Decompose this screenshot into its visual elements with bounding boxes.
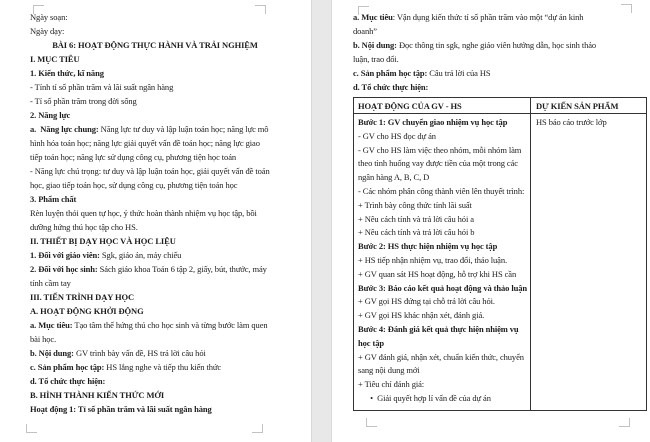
text-line: sang nội dung mới (358, 365, 420, 376)
text-line: + Nêu cách tính và trả lời câu hỏi b (358, 227, 475, 238)
text-line: HS báo cáo trước lớp (536, 117, 607, 127)
activity-intro-lines (353, 10, 630, 94)
text-line: bài học. (30, 334, 57, 344)
text-line: 3. Phẩm chất (30, 194, 77, 204)
date-lines (30, 10, 280, 38)
text-line: Ngày soạn: (30, 12, 68, 22)
text-line: 1. Kiến thức, kĩ năng (30, 68, 104, 78)
text-line: - Tính tỉ số phần trăm và lãi suất ngân hàng (30, 82, 174, 92)
activity-table (353, 97, 647, 411)
text-line: - Tỉ số phần trăm trong đời sống (30, 96, 137, 106)
document-page-left[interactable] (0, 0, 312, 442)
text-line: Bước 3: Báo cáo kết quả hoạt động và thảo luận (358, 282, 527, 293)
text-line: dưỡng hứng thú học tập cho HS. (30, 222, 138, 232)
activity-table-body-row (354, 114, 646, 410)
text-line: c. Sản phẩm học tập: Câu trả lời của HS (353, 68, 491, 78)
margin-corner-mark (366, 418, 377, 427)
text-line: tiếp toán học; năng lực sử dụng công cụ, phương tiện học toán (30, 152, 237, 162)
text-line: Bước 1: GV chuyển giao nhiệm vụ học tập (358, 117, 508, 127)
text-line: hình hóa toán học; năng lực giải quyết vấn đề toán học; năng lực giao (30, 138, 260, 148)
text-line: a. Mục tiêu: Tạo tâm thế hứng thú cho học sinh và từng bước làm quen (30, 320, 268, 330)
text-line: doanh” (353, 26, 377, 36)
text-line: theo tình huống vay được tiền của một trong các (358, 158, 518, 169)
text-line: - Các nhóm phân công thành viên lên thuyết trình: (358, 185, 525, 196)
text-line: - Năng lực chú trọng: tư duy và lập luận toán học, giải quyết vấn đề toán (30, 166, 270, 176)
text-line: • Giải quyết hợp lí vấn đề của dự án (358, 392, 491, 403)
text-line: + Nêu cách tính và trả lời câu hỏi a (358, 213, 474, 224)
text-line: học tập (358, 337, 384, 348)
text-line: + GV gọi HS khác nhận xét, đánh giá. (358, 310, 485, 321)
text-line: Bước 4: Đánh giá kết quả thực hiện nhiệm vụ (358, 323, 519, 334)
table-cell-activities (354, 114, 531, 410)
lesson-title (30, 38, 280, 52)
text-line: + HS tiếp nhận nhiệm vụ, trao đổi, thảo luận. (358, 254, 508, 265)
margin-corner-mark (26, 424, 37, 433)
activity-table-header-row (354, 98, 646, 114)
text-line: Bước 2: HS thực hiện nhiệm vụ học tập (358, 241, 498, 252)
text-line: B. HÌNH THÀNH KIẾN THỨC MỚI (30, 390, 165, 400)
text-line: - GV cho HS đọc dự án (358, 130, 436, 141)
right-page-text (353, 10, 630, 94)
text-line: + Tiêu chí đánh giá: (358, 379, 425, 390)
text-line: 1. Đối với giáo viên: Sgk, giáo án, máy chiếu (30, 250, 182, 260)
text-line: ngân hàng A, B, C, D (358, 172, 430, 183)
text-line: luận, trao đổi. (353, 54, 399, 64)
text-line: + GV gọi HS đứng tại chỗ trả lời câu hỏi. (358, 296, 495, 307)
document-page-right[interactable] (331, 0, 650, 442)
text-line: BÀI 6: HOẠT ĐỘNG THỰC HÀNH VÀ TRẢI NGHIỆM (52, 40, 258, 50)
text-line: b. Nội dung: GV trình bày vấn đề, HS trả lời câu hỏi (30, 348, 206, 358)
table-header-expected-product: DỰ KIẾN SẢN PHẨM (536, 101, 619, 111)
text-line: c. Sản phẩm học tập: HS lắng nghe và tiếp thu kiến thức (30, 362, 222, 372)
text-line: + GV quan sát HS hoạt động, hỗ trợ khi HS cần (358, 268, 517, 279)
text-line: A. HOẠT ĐỘNG KHỞI ĐỘNG (30, 306, 144, 316)
text-line: + GV đánh giá, nhận xét, chuẩn kiến thức, chuyển (358, 351, 524, 362)
text-line: I. MỤC TIÊU (30, 54, 80, 64)
text-line: 2. Năng lực (30, 110, 71, 120)
text-line: d. Tổ chức thực hiện: (353, 82, 429, 92)
text-line: III. TIẾN TRÌNH DẠY HỌC (30, 292, 135, 302)
table-cell-expected-product (531, 114, 646, 410)
text-line: 2. Đối với học sinh: Sách giáo khoa Toán 6 tập 2, giấy, bút, thước, máy (30, 264, 267, 274)
lesson-body-lines (30, 52, 280, 416)
left-page-text (30, 10, 280, 416)
text-line: Ngày dạy: (30, 26, 65, 36)
text-line: - GV cho HS làm việc theo nhóm, mỗi nhóm làm (358, 144, 522, 155)
text-line: + Trình bày công thức tính lãi suất (358, 199, 472, 210)
text-line: a. Năng lực chung: Năng lực tư duy và lập luận toán học; năng lực mô (30, 124, 269, 134)
text-line: Rèn luyện thói quen tự học, ý thức hoàn thành nhiệm vụ học tập, bồi (30, 208, 257, 218)
text-line: Hoạt động 1: Tỉ số phần trăm và lãi suất ngân hàng (30, 404, 212, 414)
page-gap (312, 0, 331, 442)
text-line: II. THIẾT BỊ DẠY HỌC VÀ HỌC LIỆU (30, 236, 176, 246)
text-line: d. Tổ chức thực hiện: (30, 376, 106, 386)
text-line: b. Nội dung: Đọc thông tin sgk, nghe giáo viên hướng dẫn, học sinh thảo (353, 40, 597, 50)
margin-corner-mark (252, 424, 263, 433)
margin-corner-mark (619, 418, 630, 427)
text-line: học, giao tiếp toán học, sử dụng công cụ, phương tiện toán học (30, 180, 238, 190)
table-header-gv-hs: HOẠT ĐỘNG CỦA GV - HS (354, 98, 531, 113)
text-line: tính cầm tay (30, 278, 71, 288)
text-line: a. Mục tiêu: Vận dụng kiến thức tỉ số phần trăm vào một “dự án kinh (353, 12, 584, 22)
